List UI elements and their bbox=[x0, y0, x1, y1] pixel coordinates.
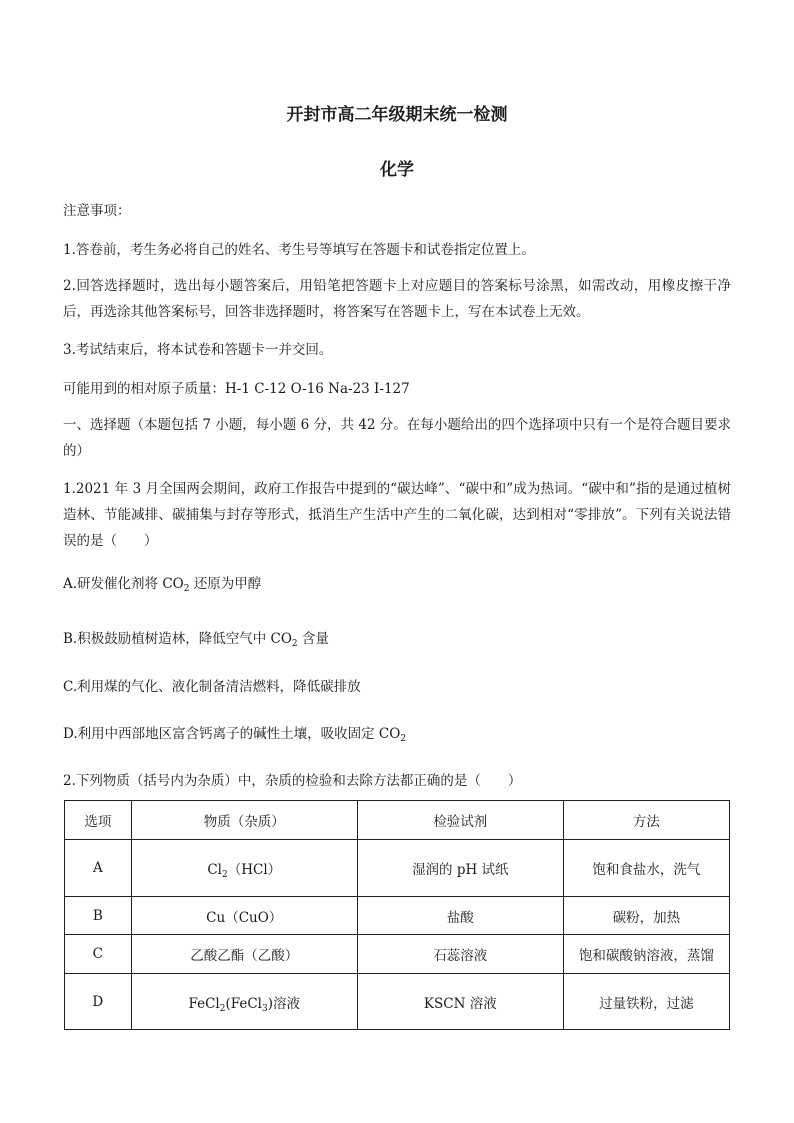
substance-cell: 乙酸乙酯（乙酸） bbox=[131, 935, 357, 974]
table-row bbox=[65, 897, 730, 935]
substance-text-end: （HCl） bbox=[227, 862, 282, 878]
option-cell: B bbox=[65, 897, 132, 935]
question-2-stem: 2.下列物质（括号内为杂质）中，杂质的检验和去除方法都正确的是（ ） bbox=[63, 773, 522, 789]
header-method: 方法 bbox=[563, 801, 729, 840]
table-row bbox=[65, 974, 730, 1030]
substance-text-mid: (FeCl bbox=[225, 995, 262, 1012]
q1-option-b-text-end: 含量 bbox=[297, 631, 329, 647]
subscript: 2 bbox=[291, 639, 298, 649]
table-header-row bbox=[65, 801, 730, 840]
substance-cell: Cu（CuO） bbox=[131, 897, 357, 935]
method-cell: 饱和碳酸钠溶液，蒸馏 bbox=[563, 935, 729, 974]
q1-option-b-text: B.积极鼓励植树造林，降低空气中 CO bbox=[63, 631, 292, 647]
atomic-masses: 可能用到的相对原子质量：H-1 C-12 O-16 Na-23 I-127 bbox=[63, 381, 410, 397]
subject-title: 化学 bbox=[380, 160, 414, 180]
method-cell: 碳粉，加热 bbox=[563, 897, 729, 935]
q1-option-a[interactable] bbox=[63, 574, 731, 594]
table-row bbox=[65, 840, 730, 897]
method-cell: 饱和食盐水，洗气 bbox=[563, 840, 729, 897]
header-substance: 物质（杂质） bbox=[131, 801, 357, 840]
reagent-cell: KSCN 溶液 bbox=[357, 974, 563, 1030]
option-cell: C bbox=[65, 935, 132, 974]
subscript: 2 bbox=[221, 870, 228, 880]
question-1-stem: 1.2021 年 3 月全国两会期间，政府工作报告中提到的“碳达峰”、“碳中和”成为热词。“碳中和”指的是通过植树造林、节能减排、碳捕集与封存等形式，抵消生产生活中产生的二氧化碳，达到相对“零排放”。下列有关说法错误的是（ ） bbox=[63, 481, 731, 549]
substance-text: FeCl bbox=[188, 995, 220, 1012]
notice-item-1: 1.答卷前，考生务必将自己的姓名、考生号等填写在答题卡和试卷指定位置上。 bbox=[63, 242, 535, 258]
table-row bbox=[65, 935, 730, 974]
method-cell: 过量铁粉，过滤 bbox=[563, 974, 729, 1030]
subscript: 2 bbox=[219, 1003, 226, 1014]
subscript: 2 bbox=[400, 734, 407, 744]
notice-item-2: 2.回答选择题时，选出每小题答案后，用铅笔把答题卡上对应题目的答案标号涂黑，如需改动，用橡皮擦干净后，再选涂其他答案标号，回答非选择题时，将答案写在答题卡上，写在本试卷上无效。 bbox=[63, 278, 731, 320]
header-reagent: 检验试剂 bbox=[357, 801, 563, 840]
q1-option-a-text-end: 还原为甲醇 bbox=[189, 576, 262, 592]
notice-heading: 注意事项： bbox=[63, 203, 131, 219]
header-option: 选项 bbox=[65, 801, 132, 840]
q1-option-d[interactable] bbox=[63, 724, 731, 744]
q1-option-c[interactable]: C.利用煤的气化、液化制备清洁燃料，降低碳排放 bbox=[63, 679, 361, 695]
option-cell: A bbox=[65, 840, 132, 897]
reagent-cell: 湿润的 pH 试纸 bbox=[357, 840, 563, 897]
q1-option-a-text: A.研发催化剂将 CO bbox=[63, 576, 184, 592]
notice-item-3: 3.考试结束后，将本试卷和答题卡一并交回。 bbox=[63, 342, 333, 358]
reagent-cell: 盐酸 bbox=[357, 897, 563, 935]
substance-cell bbox=[131, 840, 357, 897]
subscript: 3 bbox=[262, 1003, 268, 1014]
reagent-cell: 石蕊溶液 bbox=[357, 935, 563, 974]
substance-text-end: )溶液 bbox=[267, 995, 301, 1012]
substance-cell bbox=[131, 974, 357, 1030]
option-cell: D bbox=[65, 974, 132, 1030]
section-heading: 一、选择题（本题包括 7 小题，每小题 6 分，共 42 分。在每小题给出的四个选择项中只有一个是符合题目要求的） bbox=[63, 417, 731, 459]
q1-option-d-text: D.利用中西部地区富含钙离子的碱性土壤，吸收固定 CO bbox=[63, 726, 401, 742]
q1-option-b[interactable] bbox=[63, 629, 731, 649]
subscript: 2 bbox=[183, 584, 190, 594]
substance-text: Cl bbox=[207, 862, 222, 878]
exam-title: 开封市高二年级期末统一检测 bbox=[286, 105, 508, 125]
question-2-table bbox=[64, 800, 730, 1030]
